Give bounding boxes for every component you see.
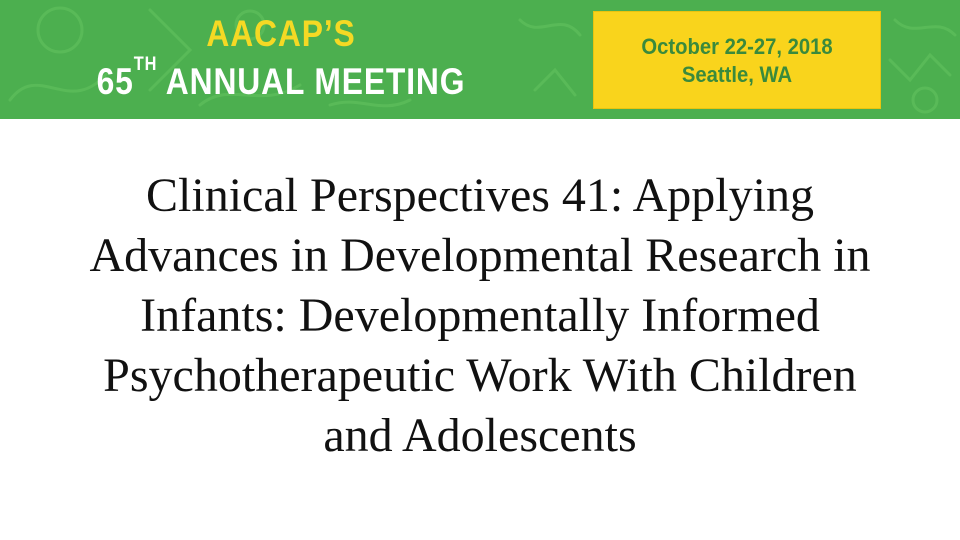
meeting-name-line — [39, 54, 522, 103]
meeting-location: Seattle, WA — [681, 62, 793, 87]
meeting-title-block — [0, 0, 562, 119]
meeting-number: 65 — [96, 61, 134, 102]
meeting-dates: October 22-27, 2018 — [641, 34, 833, 59]
slide-title-line-3: Infants: Developmentally Informed — [140, 289, 820, 342]
slide-title-line-1: Clinical Perspectives 41: Applying — [146, 169, 814, 222]
date-location-box — [594, 12, 880, 108]
meeting-name: ANNUAL MEETING — [165, 61, 466, 102]
org-name: AACAP’S — [206, 13, 356, 54]
slide-title — [20, 166, 940, 466]
slide-title-line-2: Advances in Developmental Research in — [89, 229, 871, 282]
slide-title-line-4: Psychotherapeutic Work With Children — [103, 349, 857, 402]
header-banner — [0, 0, 960, 119]
slide-title-line-5: and Adolescents — [323, 409, 637, 462]
meeting-ordinal-suffix: TH — [133, 54, 158, 75]
